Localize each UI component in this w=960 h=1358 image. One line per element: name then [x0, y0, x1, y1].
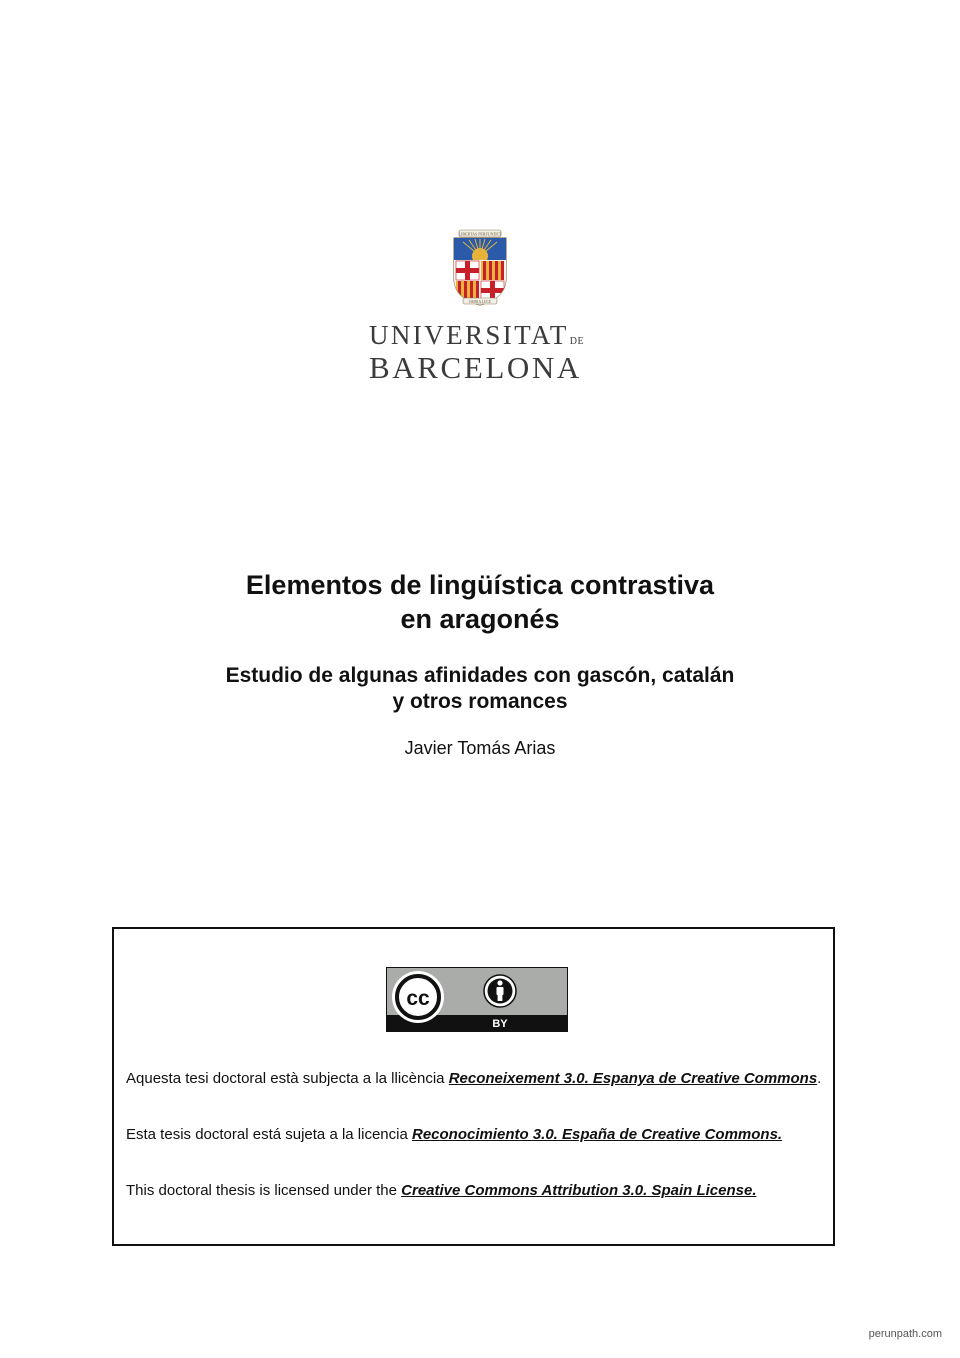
license-catalan-end: . [817, 1070, 822, 1087]
thesis-title [0, 568, 960, 636]
thesis-subtitle-line2: y otros romances [392, 690, 568, 713]
thesis-subtitle-line1: Estudio de algunas afinidades con gascón, catalán [225, 664, 735, 687]
cc-badge-text: cc [406, 987, 430, 1010]
university-name-line2: BARCELONA [369, 350, 582, 385]
license-catalan-prefix: Aquesta tesi doctoral està subjecta a la llicència [126, 1070, 449, 1087]
license-spanish-prefix: Esta tesis doctoral está sujeta a la licencia [126, 1126, 412, 1143]
license-english-prefix: This doctoral thesis is licensed under the [126, 1182, 402, 1199]
watermark: perunpath.com [868, 1328, 942, 1340]
cc-by-license-badge[interactable] [386, 967, 568, 1032]
university-seal-logo [451, 226, 509, 308]
license-link-spanish[interactable]: Reconocimiento 3.0. España de Creative Commons. [411, 1126, 783, 1143]
license-link-english[interactable]: Creative Commons Attribution 3.0. Spain License. [401, 1182, 757, 1199]
license-text-catalan [126, 1069, 828, 1088]
license-link-catalan[interactable]: Reconeixement 3.0. Espanya de Creative Commons [448, 1070, 818, 1087]
license-text-spanish [126, 1125, 828, 1144]
by-badge-text: BY [492, 1018, 508, 1030]
thesis-title-line2: en aragonés [400, 604, 560, 634]
license-box [112, 927, 835, 1246]
thesis-author: Javier Tomás Arias [404, 738, 556, 758]
svg-text:OMNIA LUCE: OMNIA LUCE [468, 299, 492, 304]
thesis-subtitle [0, 663, 960, 715]
license-text-english [126, 1181, 828, 1200]
svg-text:LIBERTAS PERFUNDET: LIBERTAS PERFUNDET [458, 231, 502, 237]
attribution-icon [484, 975, 516, 1007]
thesis-title-line1: Elementos de lingüística contrastiva [245, 570, 715, 600]
university-wordmark [369, 322, 609, 383]
university-name-line1: UNIVERSITAT [369, 320, 569, 350]
university-name-de: DE [569, 336, 585, 347]
